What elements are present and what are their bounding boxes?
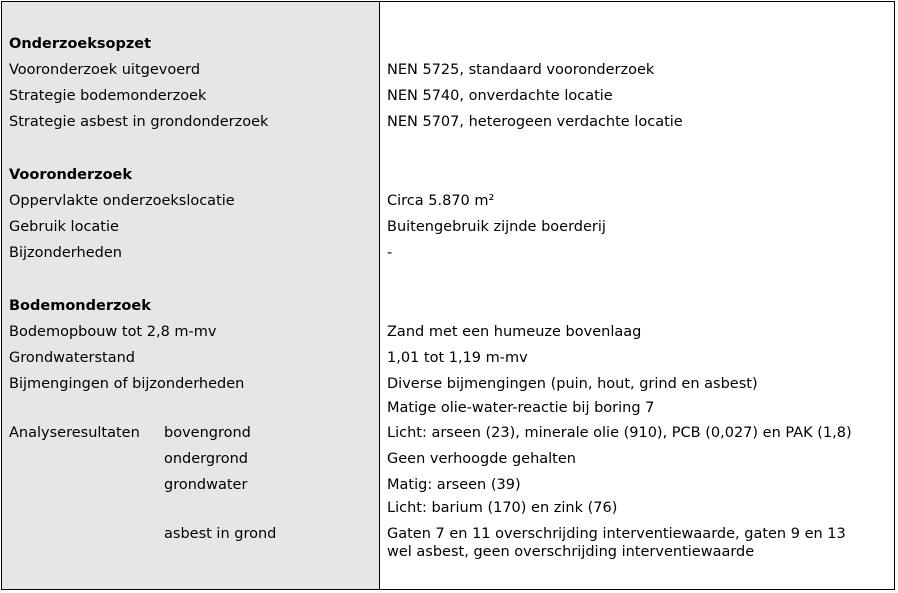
row-value: Diverse bijmengingen (puin, hout, grind en asbest) (387, 376, 758, 392)
analyse-value: Gaten 7 en 11 overschrijding interventiewaarde, gaten 9 en 13 (387, 526, 846, 542)
analyse-value-continued: wel asbest, geen overschrijding interventiewaarde (387, 544, 755, 560)
analyse-value-continued: Licht: barium (170) en zink (76) (387, 500, 618, 516)
section-heading-vooronderzoek: Vooronderzoek (9, 167, 133, 183)
row-value: Buitengebruik zijnde boerderij (387, 219, 606, 235)
row-value: NEN 5740, onverdachte locatie (387, 88, 613, 104)
analyse-sub-label: grondwater (164, 477, 248, 493)
row-label: Strategie bodemonderzoek (9, 88, 207, 104)
analyse-label: Analyseresultaten (9, 425, 140, 441)
row-label: Grondwaterstand (9, 350, 135, 366)
row-label: Strategie asbest in grondonderzoek (9, 114, 269, 130)
analyse-value: Geen verhoogde gehalten (387, 451, 576, 467)
summary-table (1, 1, 895, 590)
analyse-value: Licht: arseen (23), minerale olie (910), PCB (0,027) en PAK (1,8) (387, 425, 852, 441)
row-label: Vooronderzoek uitgevoerd (9, 62, 201, 78)
row-label: Bodemopbouw tot 2,8 m-mv (9, 324, 217, 340)
row-value: NEN 5707, heterogeen verdachte locatie (387, 114, 683, 130)
row-value: - (387, 245, 393, 261)
row-value: Zand met een humeuze bovenlaag (387, 324, 642, 340)
row-value-continued: Matige olie-water-reactie bij boring 7 (387, 400, 655, 416)
row-value: NEN 5725, standaard vooronderzoek (387, 62, 655, 78)
analyse-sub-label: ondergrond (164, 451, 249, 467)
row-value: 1,01 tot 1,19 m-mv (387, 350, 528, 366)
row-label: Bijzonderheden (9, 245, 122, 261)
analyse-sub-label: asbest in grond (164, 526, 277, 542)
row-label: Oppervlakte onderzoekslocatie (9, 193, 235, 209)
row-label: Gebruik locatie (9, 219, 119, 235)
row-label: Bijmengingen of bijzonderheden (9, 376, 245, 392)
section-heading-onderzoeksopzet: Onderzoeksopzet (9, 36, 152, 52)
analyse-value: Matig: arseen (39) (387, 477, 521, 493)
row-value: Circa 5.870 m² (387, 193, 495, 209)
analyse-sub-label: bovengrond (164, 425, 251, 441)
section-heading-bodemonderzoek: Bodemonderzoek (9, 298, 151, 314)
